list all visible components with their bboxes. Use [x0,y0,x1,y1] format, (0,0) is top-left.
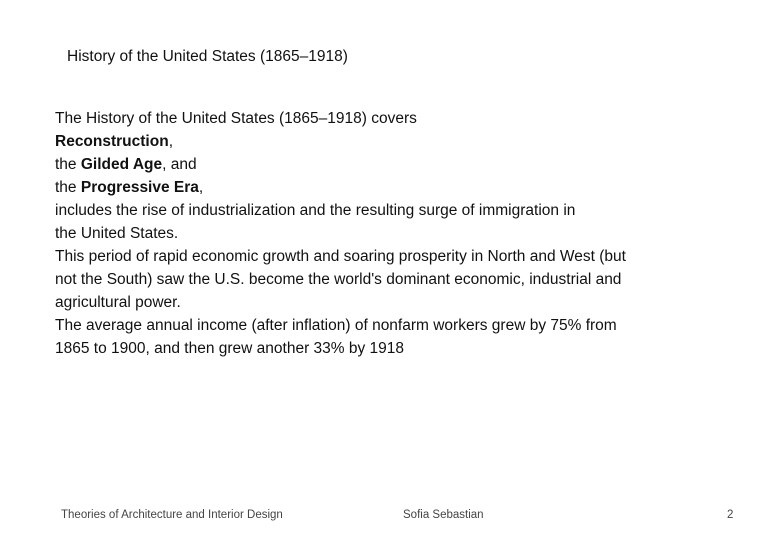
term-gilded-age: Gilded Age [80,156,163,173]
body-line-progressive-era [55,176,745,199]
body-suffix: , [198,179,204,196]
body-prefix: the [55,179,81,196]
body-line: includes the rise of industrialization and the resulting surge of immigration in [55,202,576,219]
body-line: The average annual income (after inflation) of nonfarm workers grew by 75% from [55,317,617,334]
body-punctuation: , [168,133,173,150]
body-prefix: the [55,156,81,173]
body-line-reconstruction [55,130,745,153]
page-number: 2 [727,509,734,521]
term-progressive-era: Progressive Era [80,179,199,196]
slide-title: History of the United States (1865–1918) [67,48,348,65]
body-line: This period of rapid economic growth and soaring prosperity in North and West (but [55,248,626,265]
body-line: the United States. [55,225,179,242]
term-reconstruction: Reconstruction [55,133,169,150]
body-line-gilded-age [55,153,745,176]
body-line: 1865 to 1900, and then grew another 33% by 1918 [55,340,405,357]
body-line: agricultural power. [55,294,181,311]
body-line: not the South) saw the U.S. become the world's dominant economic, industrial and [55,271,622,288]
body-suffix: , and [162,156,197,173]
footer-course: Theories of Architecture and Interior Design [61,509,283,521]
footer-author: Sofia Sebastian [403,509,484,521]
body-text [55,107,745,360]
body-line: The History of the United States (1865–1918) covers [55,110,417,127]
